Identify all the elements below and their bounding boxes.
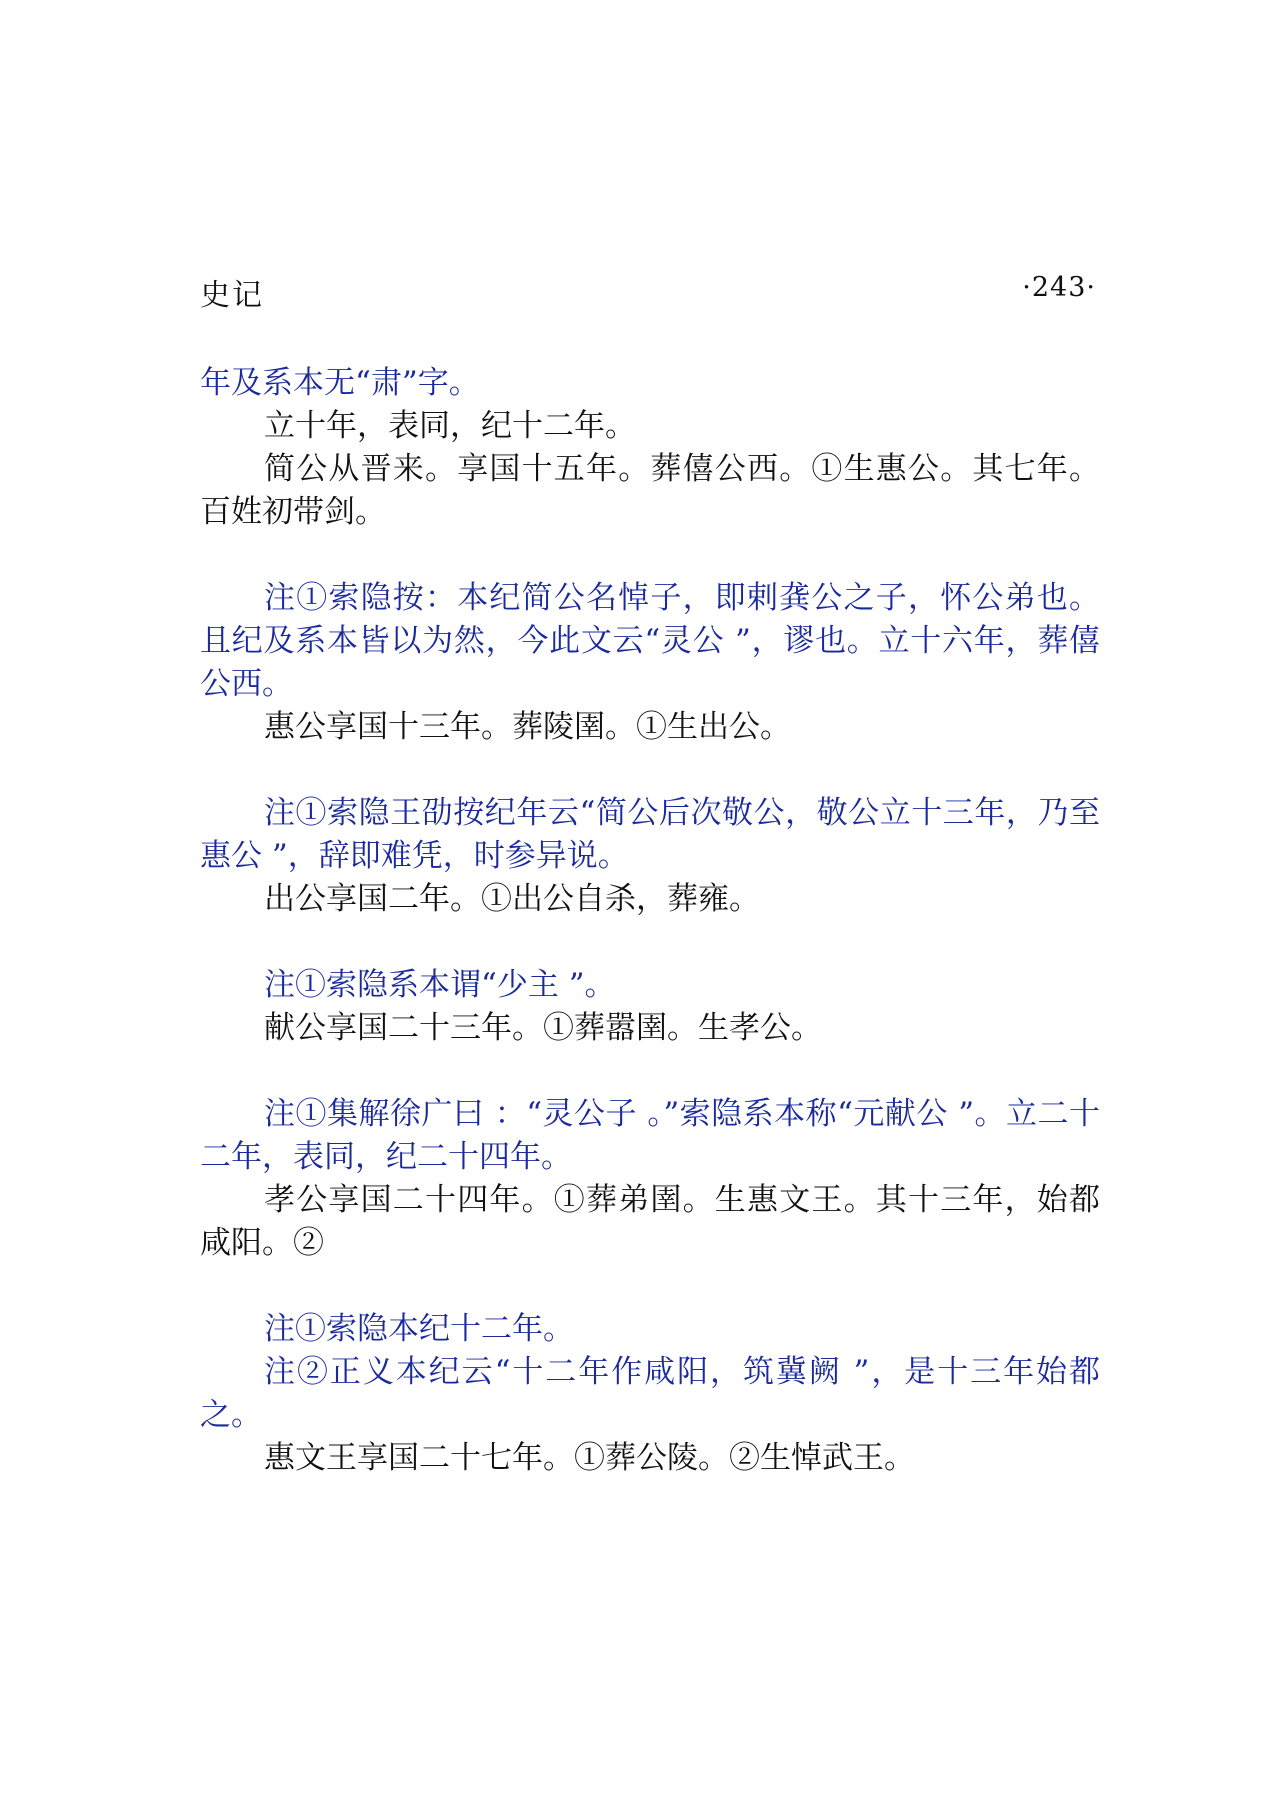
annotation-paragraph: 注②正义本纪云“十二年作咸阳，筑冀阙 ”，是十三年始都之。 [200, 1354, 1100, 1433]
text-paragraph: 简公从晋来。享国十五年。葬僖公西。①生惠公。其七年。百姓初带剑。 [200, 451, 1100, 530]
paragraph-spacer [200, 1050, 1100, 1093]
page-body [200, 362, 1100, 1480]
page-header [200, 270, 1100, 330]
text-paragraph: 立十年，表同，纪十二年。 [264, 408, 636, 444]
document-page [200, 270, 1100, 1480]
annotation-paragraph: 年及系本无“肃”字。 [200, 365, 480, 401]
paragraph-spacer [200, 1265, 1100, 1308]
text-paragraph: 惠公享国十三年。葬陵圉。①生出公。 [264, 709, 791, 745]
paragraph-spacer [200, 921, 1100, 964]
annotation-paragraph: 注①索隐本纪十二年。 [264, 1311, 574, 1347]
text-paragraph: 孝公享国二十四年。①葬弟圉。生惠文王。其十三年，始都咸阳。② [200, 1182, 1100, 1261]
text-paragraph: 出公享国二年。①出公自杀，葬雍。 [264, 881, 760, 917]
annotation-paragraph: 注①索隐按：本纪简公名悼子，即剌龚公之子，怀公弟也。且纪及系本皆以为然，今此文云“灵公 ”，谬也。立十六年，葬僖公西。 [200, 580, 1100, 702]
text-paragraph: 献公享国二十三年。①葬嚣圉。生孝公。 [264, 1010, 822, 1046]
page-number: ·243· [1022, 272, 1096, 303]
book-title: 史记 [200, 278, 264, 313]
text-paragraph: 惠文王享国二十七年。①葬公陵。②生悼武王。 [264, 1440, 915, 1476]
annotation-paragraph: 注①索隐王劭按纪年云“简公后次敬公，敬公立十三年，乃至惠公 ”，辞即难凭，时参异说。 [200, 795, 1100, 874]
annotation-paragraph: 注①集解徐广曰 ：“灵公子 。”索隐系本称“元献公 ”。立二十二年，表同，纪二十四年。 [200, 1096, 1100, 1175]
paragraph-spacer [200, 534, 1100, 577]
annotation-paragraph: 注①索隐系本谓“少主 ”。 [264, 967, 616, 1003]
paragraph-spacer [200, 749, 1100, 792]
